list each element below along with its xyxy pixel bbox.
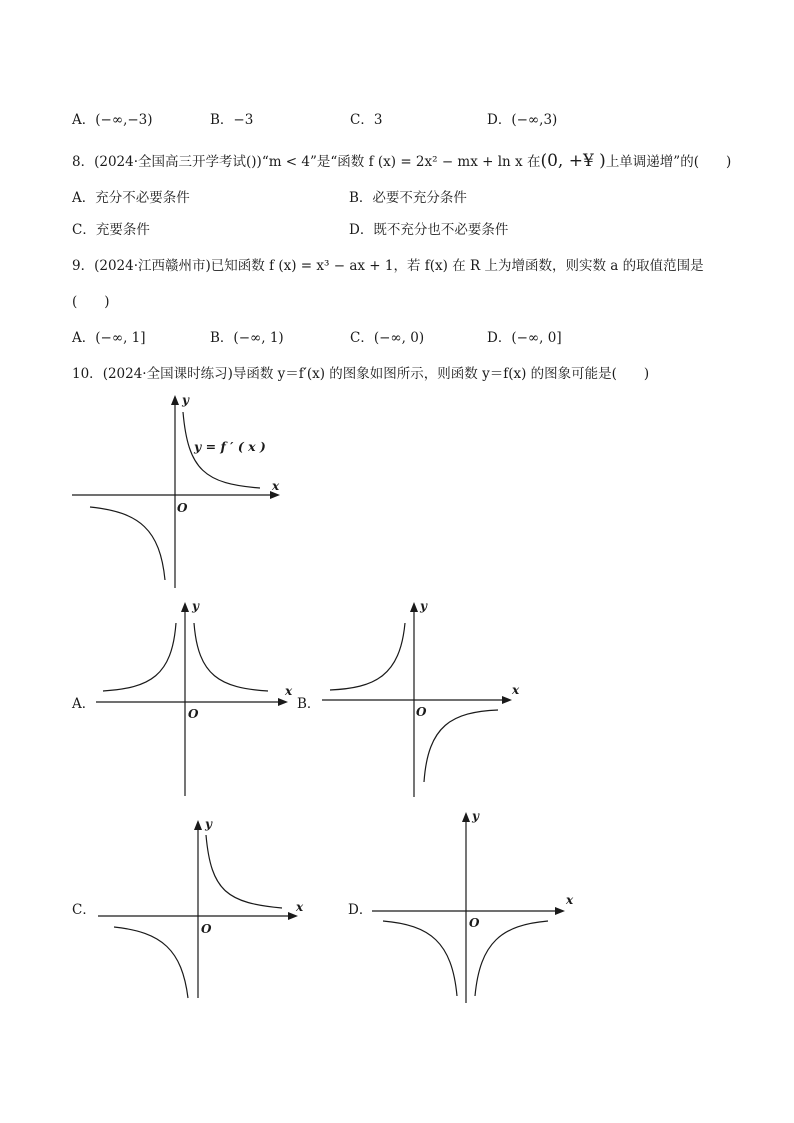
origin-label: O: [416, 705, 427, 719]
question-stem: 已知函数 f (x) = x³ − ax + 1，若 f(x) 在 R 上为增函数，则实数 a 的取值范围是: [210, 258, 704, 274]
option-label: D．: [487, 330, 512, 346]
curve-label: y = f ′ ( x ): [194, 439, 266, 454]
origin-label: O: [469, 916, 480, 930]
interval-expression: (0, +¥ ): [540, 151, 606, 171]
option-label: D．: [487, 112, 512, 128]
option-value: (−∞,3): [511, 112, 558, 128]
origin-label: O: [177, 501, 188, 515]
option-text: 既不充分也不必要条件: [373, 222, 509, 238]
q10-option-a-label: A．: [72, 696, 96, 712]
origin-label: O: [188, 707, 199, 721]
y-axis-label: y: [472, 809, 479, 823]
question-number: 8．: [72, 154, 95, 170]
x-axis-label: x: [566, 893, 574, 907]
answer-paren: ( ): [72, 294, 110, 310]
curve-right: [475, 921, 548, 996]
question-stem: 导函数 y＝f′(x) 的图象如图所示，则函数 y＝f(x) 的图象可能是( ): [232, 366, 650, 382]
y-axis-label: y: [192, 599, 199, 613]
option-value: (−∞, 1]: [95, 330, 146, 346]
option-label: C．: [350, 112, 374, 128]
question-number: 10．: [72, 366, 103, 382]
option-value: (−∞, 0): [373, 330, 425, 346]
question-stem: “m < 4”是“函数 f (x) = 2x² − mx + ln x 在: [261, 154, 541, 170]
option-label: B．: [210, 112, 234, 128]
y-axis-label: y: [182, 393, 189, 407]
option-label: A．: [72, 330, 96, 346]
option-value: 3: [373, 112, 383, 128]
option-value: (−∞,−3): [95, 112, 153, 128]
q10-option-c-label: C．: [72, 902, 96, 918]
question-source: (2024·全国课时练习): [102, 366, 233, 382]
q10-option-b-label: B．: [297, 696, 321, 712]
x-axis-label: x: [296, 900, 304, 914]
option-value: (−∞, 1): [233, 330, 284, 346]
option-value: −3: [233, 112, 254, 128]
curve-left: [383, 921, 457, 996]
option-label: C．: [72, 222, 96, 238]
q10-option-d-label: D．: [348, 902, 373, 918]
option-text: 必要不充分条件: [372, 190, 467, 206]
option-label: A．: [72, 112, 96, 128]
question-number: 9．: [72, 258, 95, 274]
x-axis-label: x: [285, 684, 293, 698]
question-source: (2024·江西赣州市): [94, 258, 211, 274]
question-stem-end: 上单调递增”的( ): [605, 154, 732, 170]
x-axis-label: x: [512, 683, 520, 697]
option-label: A．: [72, 190, 96, 206]
option-label: B．: [210, 330, 234, 346]
y-axis-label: y: [205, 817, 212, 831]
x-axis-arrow-icon: [555, 907, 565, 915]
option-label: D．: [349, 222, 374, 238]
option-label: C．: [350, 330, 374, 346]
y-axis-arrow-icon: [462, 812, 470, 822]
option-label: B．: [349, 190, 373, 206]
option-text: 充分不必要条件: [95, 190, 190, 206]
x-axis-label: x: [272, 479, 280, 493]
y-axis-label: y: [420, 599, 427, 613]
option-value: (−∞, 0]: [511, 330, 562, 346]
question-source: (2024·全国高三开学考试()): [94, 154, 262, 170]
origin-label: O: [201, 922, 212, 936]
option-text: 充要条件: [95, 222, 150, 238]
